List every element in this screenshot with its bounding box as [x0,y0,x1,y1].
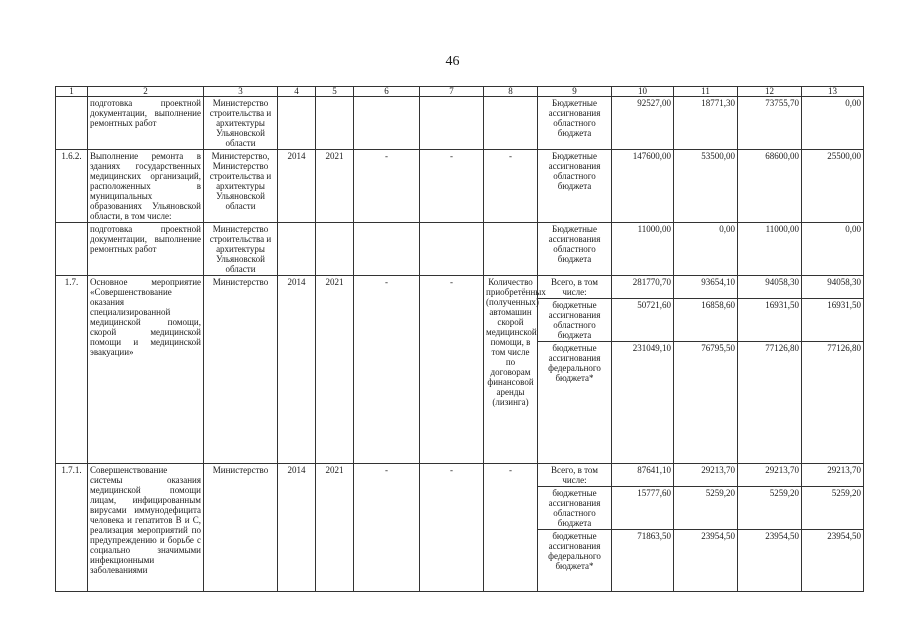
funding-source: Бюджетные ассигнования областного бюджета [538,223,612,276]
target-indicator: - [484,464,538,592]
end-year: 2021 [316,276,354,464]
amount-year-3: 23954,50 [802,530,864,592]
column-header: 4 [278,87,316,97]
amount-total: 15777,60 [612,487,674,530]
amount-year-2: 73755,70 [738,97,802,150]
column-6-value [354,223,420,276]
column-header: 5 [316,87,354,97]
amount-year-1: 0,00 [674,223,738,276]
column-header: 2 [88,87,204,97]
target-indicator [484,97,538,150]
target-indicator: Количество приобретённых (полученных) автомашин скорой медицинской помощи, в том числе по договорам финансовой аренды (лизинга) [484,276,538,464]
column-7-value [420,97,484,150]
executor: Министерство, Министерство строительства и архитектуры Ульяновской области [204,150,278,223]
amount-year-1: 5259,20 [674,487,738,530]
measure-name: подготовка проектной документации, выполнение ремонтных работ [88,223,204,276]
column-7-value [420,223,484,276]
amount-year-2: 5259,20 [738,487,802,530]
row-number: 1.7.1. [56,464,88,592]
amount-year-1: 76795,50 [674,342,738,464]
amount-total: 281770,70 [612,276,674,299]
column-header: 1 [56,87,88,97]
funding-source: бюджетные ассигнования федерального бюджета* [538,342,612,464]
column-header: 6 [354,87,420,97]
start-year [278,97,316,150]
target-indicator: - [484,150,538,223]
column-header: 8 [484,87,538,97]
amount-year-2: 23954,50 [738,530,802,592]
executor: Министерство [204,276,278,464]
funding-source: Бюджетные ассигнования областного бюджета [538,150,612,223]
table-body [56,87,864,592]
amount-total: 11000,00 [612,223,674,276]
amount-year-1: 18771,30 [674,97,738,150]
row-number: 1.7. [56,276,88,464]
amount-year-1: 29213,70 [674,464,738,487]
column-6-value: - [354,150,420,223]
column-header: 9 [538,87,612,97]
table-row [56,464,864,487]
start-year: 2014 [278,464,316,592]
amount-year-3: 29213,70 [802,464,864,487]
start-year: 2014 [278,276,316,464]
amount-year-3: 94058,30 [802,276,864,299]
amount-year-3: 25500,00 [802,150,864,223]
column-6-value: - [354,276,420,464]
table-row [56,97,864,150]
table-row [56,223,864,276]
column-header: 12 [738,87,802,97]
measures-table [55,86,864,592]
amount-year-3: 0,00 [802,223,864,276]
end-year [316,223,354,276]
amount-year-1: 23954,50 [674,530,738,592]
amount-year-1: 16858,60 [674,299,738,342]
amount-year-2: 77126,80 [738,342,802,464]
measure-name: Основное мероприятие «Совершенствование оказания специализированной медицинской помощи, скорой медицинской помощи и медицинской эвакуации» [88,276,204,464]
column-6-value [354,97,420,150]
column-7-value: - [420,150,484,223]
page-number: 46 [445,54,460,69]
table-row [56,276,864,299]
amount-year-1: 53500,00 [674,150,738,223]
column-7-value: - [420,464,484,592]
measure-name: Совершенствование системы оказания медицинской помощи лицам, инфицированным вирусами иммунодефицита человека и гепатитов В и С, реализация мероприятий по предупреждению и борьбе с социально значимыми инфекционными заболеваниями [88,464,204,592]
row-number [56,97,88,150]
amount-year-1: 93654,10 [674,276,738,299]
measure-name: Выполнение ремонта в зданиях государственных медицинских организаций, расположенных в муниципальных образованиях Ульяновской области, в том числе: [88,150,204,223]
table-row [56,150,864,223]
amount-total: 71863,50 [612,530,674,592]
executor: Министерство [204,464,278,592]
column-header: 10 [612,87,674,97]
end-year [316,97,354,150]
amount-total: 147600,00 [612,150,674,223]
funding-source: Всего, в том числе: [538,276,612,299]
end-year: 2021 [316,150,354,223]
start-year: 2014 [278,150,316,223]
measure-name: подготовка проектной документации, выполнение ремонтных работ [88,97,204,150]
funding-source: бюджетные ассигнования областного бюджета [538,299,612,342]
amount-year-3: 5259,20 [802,487,864,530]
amount-year-2: 16931,50 [738,299,802,342]
funding-source: Всего, в том числе: [538,464,612,487]
column-numbers-row [56,87,864,97]
amount-year-2: 94058,30 [738,276,802,299]
column-header: 11 [674,87,738,97]
amount-total: 50721,60 [612,299,674,342]
amount-year-3: 16931,50 [802,299,864,342]
column-7-value: - [420,276,484,464]
funding-source: бюджетные ассигнования областного бюджета [538,487,612,530]
executor: Министерство строительства и архитектуры Ульяновской области [204,97,278,150]
executor: Министерство строительства и архитектуры Ульяновской области [204,223,278,276]
target-indicator [484,223,538,276]
amount-year-3: 77126,80 [802,342,864,464]
amount-total: 231049,10 [612,342,674,464]
amount-year-3: 0,00 [802,97,864,150]
start-year [278,223,316,276]
column-header: 7 [420,87,484,97]
column-header: 3 [204,87,278,97]
funding-source: Бюджетные ассигнования областного бюджета [538,97,612,150]
column-header: 13 [802,87,864,97]
amount-total: 87641,10 [612,464,674,487]
row-number [56,223,88,276]
end-year: 2021 [316,464,354,592]
amount-year-2: 68600,00 [738,150,802,223]
amount-year-2: 29213,70 [738,464,802,487]
amount-year-2: 11000,00 [738,223,802,276]
row-number: 1.6.2. [56,150,88,223]
funding-source: бюджетные ассигнования федерального бюджета* [538,530,612,592]
column-6-value: - [354,464,420,592]
amount-total: 92527,00 [612,97,674,150]
